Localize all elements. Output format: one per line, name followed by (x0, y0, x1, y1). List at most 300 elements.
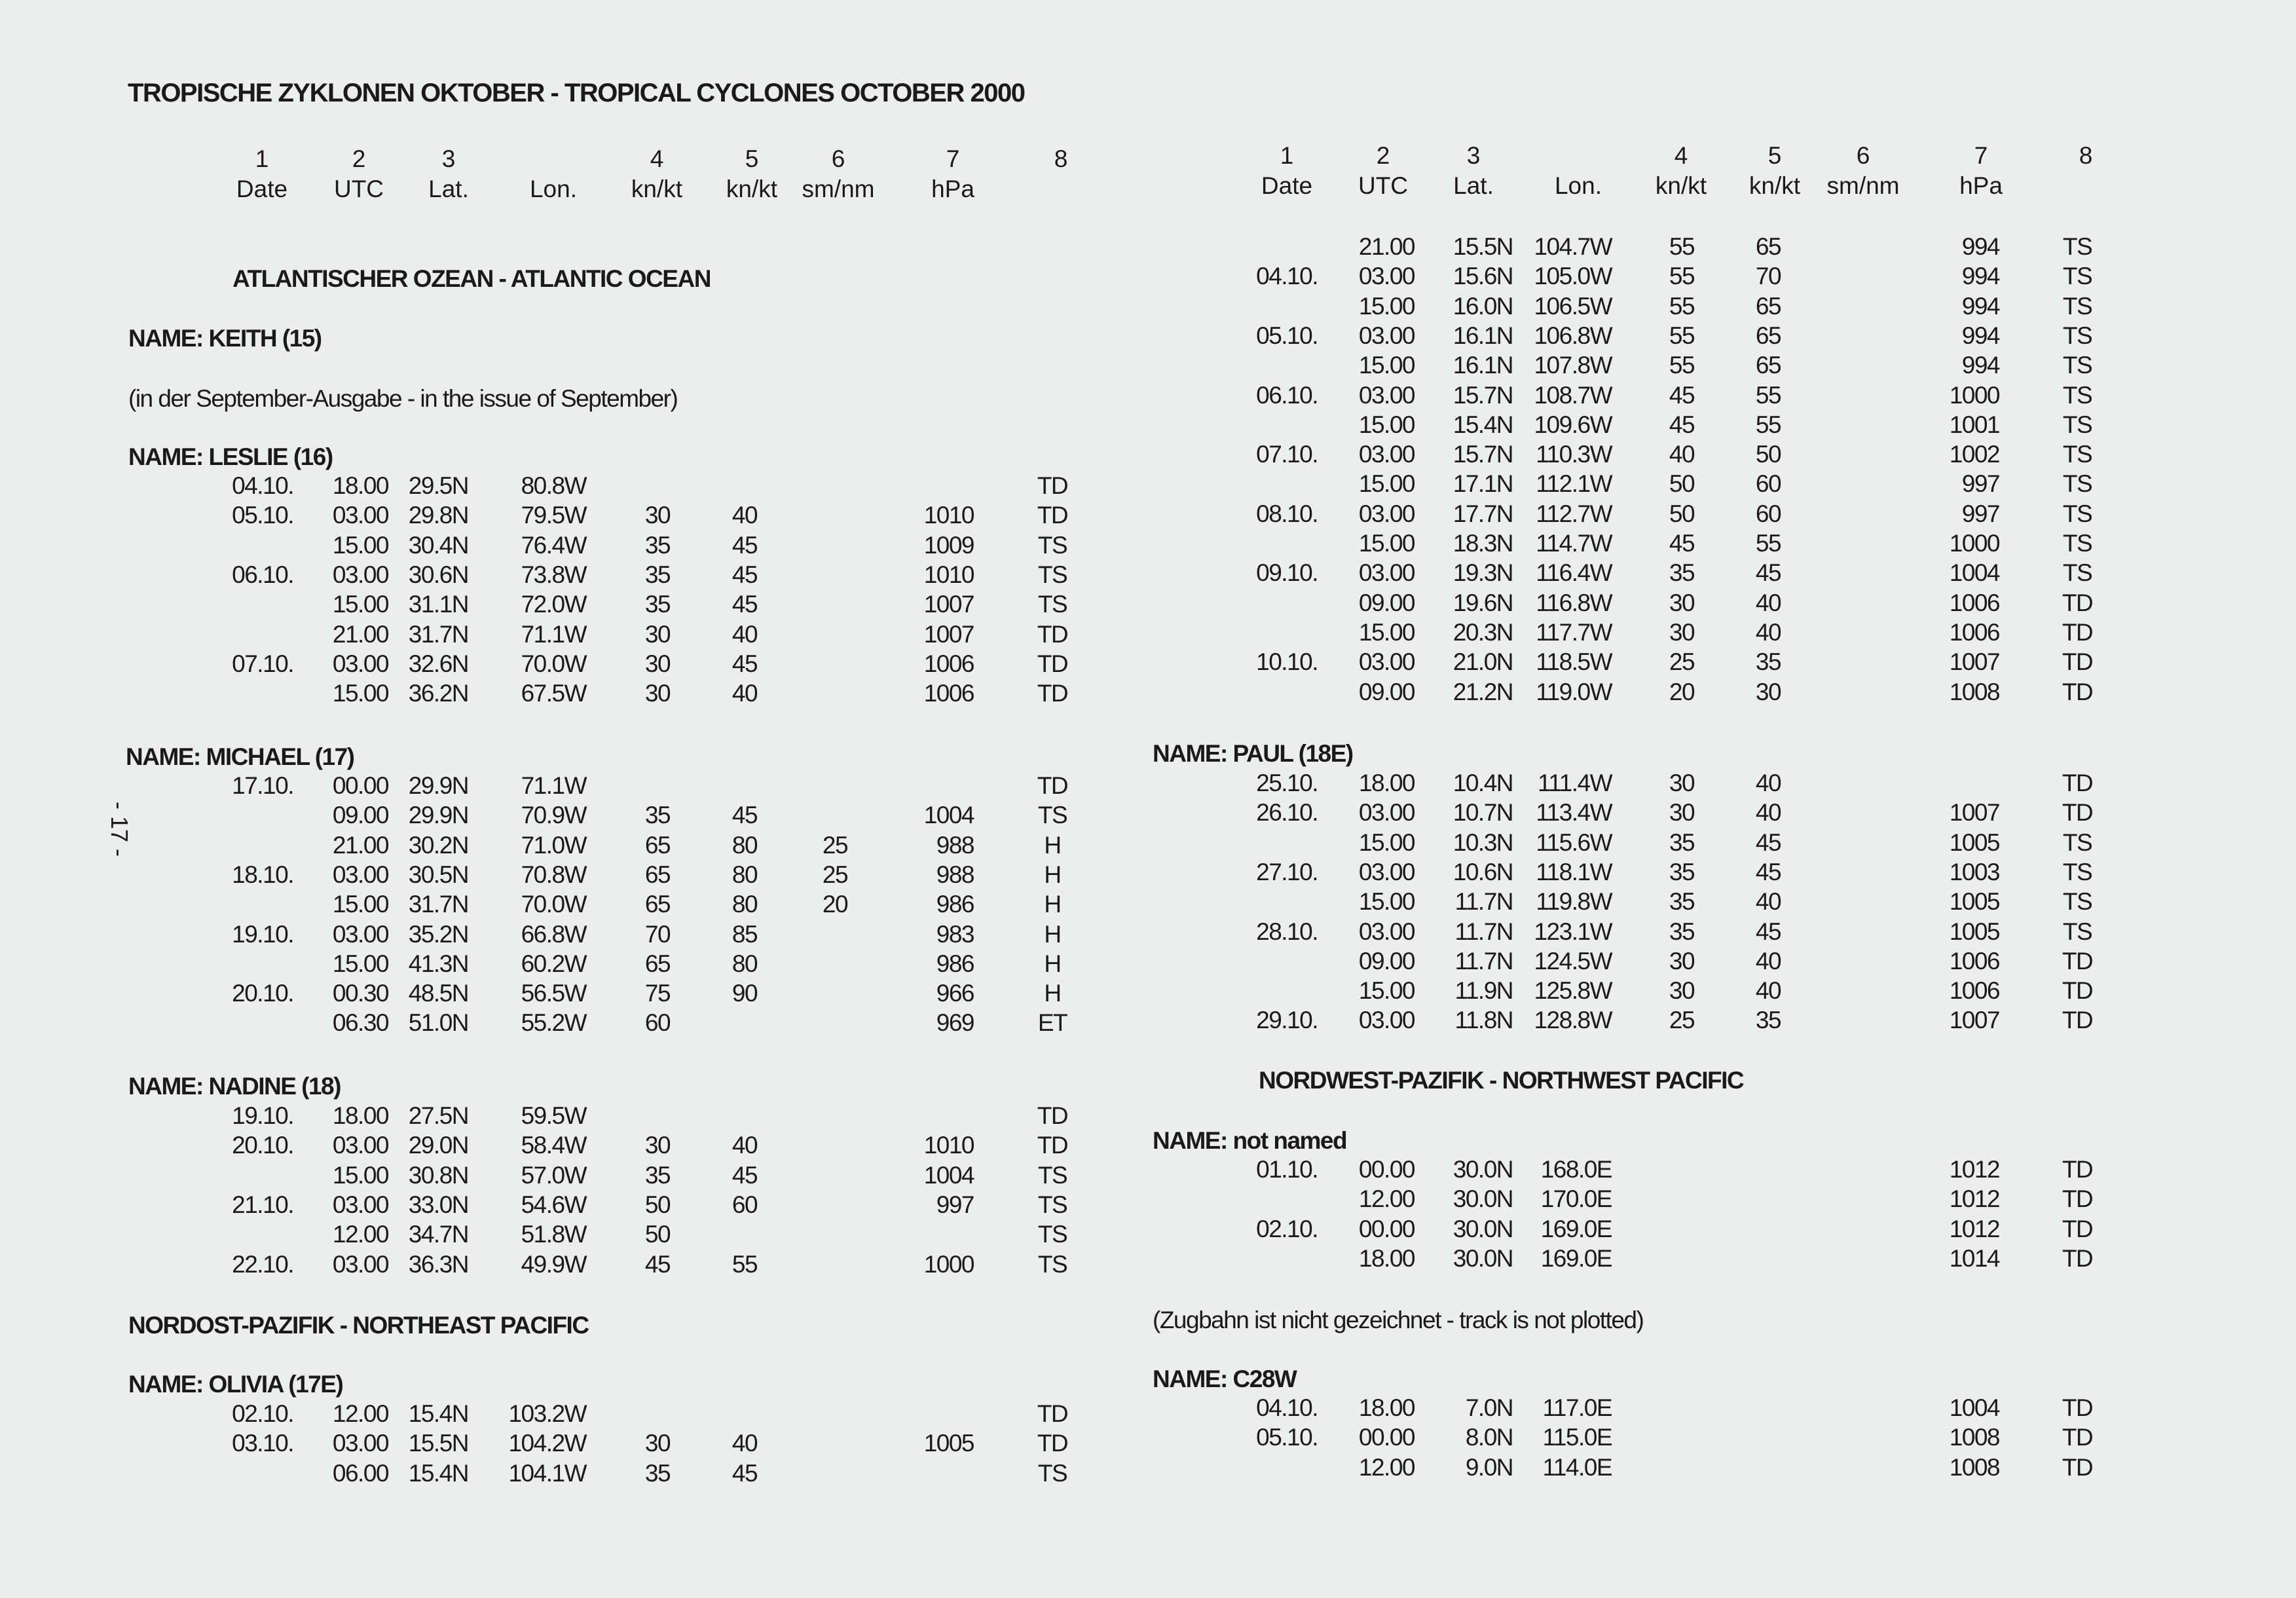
column-label: sm/nm (1826, 172, 1900, 199)
cell-hpa: 1006 (1949, 589, 1999, 616)
cell-type: TS (2062, 858, 2092, 885)
cell-hpa: 1005 (1949, 918, 1999, 945)
column-number: 1 (255, 145, 269, 172)
cell-utc: 03.00 (332, 1430, 388, 1457)
cell-hpa: 1012 (1949, 1156, 1999, 1183)
cell-kn1: 30 (1669, 589, 1695, 616)
cell-date: 20.10. (232, 980, 293, 1007)
cell-lon: 112.1W (1536, 470, 1612, 498)
cell-lon: 71.0W (521, 831, 586, 859)
cell-lon: 123.1W (1534, 918, 1612, 945)
cell-lat: 33.0N (408, 1191, 468, 1218)
cell-lon: 51.8W (521, 1221, 586, 1248)
column-header-lat (1421, 141, 1526, 201)
cell-lat: 16.0N (1453, 292, 1513, 320)
cell-kn1: 35 (644, 1161, 671, 1189)
cell-utc: 15.00 (1358, 470, 1415, 498)
cell-kn2: 45 (731, 531, 758, 559)
cell-kn2: 35 (1755, 1007, 1781, 1034)
cell-lat: 31.1N (408, 591, 468, 618)
cell-kn1: 55 (1669, 322, 1695, 349)
cell-utc: 00.30 (332, 980, 388, 1007)
cell-kn2: 30 (1755, 678, 1781, 705)
column-number (501, 144, 606, 174)
cell-type: TS (1037, 1459, 1067, 1487)
cell-lon: 103.2W (508, 1400, 586, 1427)
cell-hpa: 988 (936, 861, 974, 888)
cell-utc: 00.00 (1358, 1424, 1415, 1451)
column-label: UTC (333, 176, 384, 202)
cell-hpa: 1008 (1949, 1453, 1999, 1481)
cell-utc: 09.00 (1358, 678, 1415, 705)
cell-lon: 115.0E (1542, 1424, 1612, 1451)
cell-date: 21.10. (232, 1191, 293, 1218)
cell-lon: 60.2W (521, 950, 586, 977)
cell-lon: 104.7W (1534, 233, 1612, 260)
cell-utc: 03.00 (1358, 263, 1415, 290)
cell-hpa: 1005 (1949, 828, 1999, 856)
cell-lon: 116.8W (1536, 589, 1612, 616)
cell-kn1: 35 (644, 591, 671, 618)
cell-lon: 105.0W (1534, 263, 1612, 290)
cell-kn2: 45 (731, 591, 758, 618)
cell-type: TD (1037, 1430, 1068, 1457)
column-label: Lat. (1453, 172, 1494, 199)
cell-utc: 15.00 (1358, 292, 1415, 320)
cell-lat: 30.2N (408, 831, 468, 859)
cell-kn1: 25 (1669, 1007, 1695, 1034)
cell-hpa: 1009 (923, 531, 974, 559)
cell-utc: 15.00 (332, 1161, 388, 1189)
cell-kn1: 45 (1669, 530, 1695, 557)
cell-type: TS (2062, 500, 2092, 527)
cell-hpa: 994 (1961, 352, 1999, 379)
cell-kn2: 45 (731, 1161, 758, 1189)
cell-lon: 59.5W (521, 1102, 586, 1129)
cell-date: 18.10. (232, 861, 293, 888)
cell-lat: 11.7N (1454, 888, 1513, 916)
cell-kn1: 35 (1669, 828, 1695, 856)
cell-type: TD (2062, 618, 2093, 646)
cell-kn2: 65 (1755, 233, 1781, 260)
cell-hpa: 1012 (1949, 1185, 1999, 1213)
cell-date: 04.10. (1256, 263, 1318, 290)
cell-kn2: 55 (1755, 411, 1781, 438)
cell-utc: 00.00 (1358, 1215, 1415, 1242)
cell-kn1: 50 (644, 1221, 671, 1248)
cell-kn2: 40 (1755, 618, 1781, 646)
cell-utc: 15.00 (1358, 828, 1415, 856)
cell-utc: 03.00 (1358, 441, 1415, 468)
cell-type: TS (2062, 233, 2092, 260)
column-label (1009, 174, 1113, 204)
cell-lon: 104.1W (508, 1459, 586, 1487)
cell-kn1: 35 (1669, 559, 1695, 587)
cell-utc: 15.00 (332, 531, 388, 559)
cell-date: 28.10. (1256, 918, 1318, 945)
cell-kn1: 60 (644, 1009, 671, 1037)
cell-hpa: 1008 (1949, 678, 1999, 705)
cell-kn2: 60 (731, 1191, 758, 1218)
column-label: hPa (1959, 172, 2003, 199)
cell-hpa: 994 (1961, 292, 1999, 320)
cell-utc: 03.00 (332, 650, 388, 677)
cell-lon: 116.4W (1536, 559, 1612, 587)
cell-kn2: 40 (1755, 770, 1781, 796)
column-header-type (1009, 144, 1113, 204)
cell-lat: 29.9N (408, 772, 468, 799)
cell-utc: 12.00 (332, 1221, 388, 1248)
cell-hpa: 1008 (1949, 1424, 1999, 1451)
cell-utc: 15.00 (1358, 352, 1415, 379)
column-number: 5 (1768, 142, 1782, 169)
column-label: kn/kt (631, 176, 683, 202)
cell-lat: 34.7N (408, 1221, 468, 1248)
cell-kn1: 35 (1669, 918, 1695, 945)
cell-lon: 70.8W (521, 861, 586, 888)
cell-lon: 114.0E (1542, 1453, 1612, 1481)
cell-lon: 118.5W (1536, 648, 1612, 676)
cell-type: TS (1037, 561, 1067, 588)
cell-type: TD (2062, 678, 2093, 705)
cell-utc: 18.00 (332, 472, 388, 499)
cell-lat: 21.0N (1453, 648, 1513, 676)
cell-utc: 15.00 (332, 891, 388, 918)
column-label: kn/kt (726, 176, 778, 202)
cell-type: TS (1037, 1161, 1067, 1189)
cell-type: TS (2062, 559, 2092, 587)
cell-date: 01.10. (1256, 1156, 1318, 1183)
cell-kn1: 30 (1669, 947, 1695, 975)
cell-lat: 15.5N (1453, 233, 1513, 260)
cell-hpa: 994 (1961, 233, 1999, 260)
column-header-hpa (900, 144, 1005, 204)
cell-type: TD (2062, 1244, 2093, 1272)
cell-type: TS (1037, 1221, 1067, 1248)
column-number: 6 (1856, 142, 1870, 169)
cell-type: TS (2062, 381, 2092, 409)
column-header-utc (306, 144, 411, 204)
cell-kn2: 60 (1755, 470, 1781, 498)
cell-lat: 36.3N (408, 1250, 468, 1278)
cell-type: H (1044, 920, 1061, 948)
cell-kn2: 60 (1755, 500, 1781, 527)
cell-date: 10.10. (1256, 648, 1318, 676)
column-number: 4 (1674, 142, 1688, 169)
cell-hpa: 1006 (923, 650, 974, 677)
cell-hpa: 988 (936, 831, 974, 859)
cell-utc: 03.00 (1358, 918, 1415, 945)
cell-kn1: 25 (1669, 648, 1695, 676)
cell-kn1: 65 (644, 891, 671, 918)
cell-kn1: 35 (1669, 858, 1695, 885)
column-number: 7 (946, 145, 960, 172)
cell-kn2: 45 (731, 1459, 758, 1487)
column-number (1526, 141, 1631, 171)
cell-kn2: 65 (1755, 322, 1781, 349)
cell-kn2: 45 (1755, 828, 1781, 856)
cell-lat: 29.5N (408, 472, 468, 499)
cell-lat: 8.0N (1465, 1424, 1513, 1451)
cell-lat: 15.6N (1453, 263, 1513, 290)
cell-type: TS (2062, 888, 2092, 916)
cell-hpa: 1005 (1949, 888, 1999, 916)
cell-lat: 51.0N (408, 1009, 468, 1037)
column-header-lat (396, 144, 501, 204)
cell-type: TD (2062, 589, 2093, 616)
cell-kn1: 50 (644, 1191, 671, 1218)
cell-lon: 128.8W (1534, 1007, 1612, 1034)
section-heading-nw-pacific: NORDWEST-PAZIFIK - NORTHWEST PACIFIC (1259, 1067, 1744, 1094)
cell-date: 02.10. (232, 1400, 293, 1427)
cell-date: 20.10. (232, 1132, 293, 1159)
column-header-smnm (786, 144, 891, 204)
cell-smnm: 20 (822, 891, 848, 918)
cell-lat: 31.7N (408, 620, 468, 648)
column-label: Lon. (529, 176, 577, 202)
cell-kn1: 30 (1669, 618, 1695, 646)
cell-lon: 109.6W (1534, 411, 1612, 438)
cell-lat: 20.3N (1453, 618, 1513, 646)
cell-hpa: 997 (936, 1191, 974, 1218)
column-header-smnm (1811, 141, 1916, 201)
cell-lat: 18.3N (1453, 530, 1513, 557)
cell-hpa: 1007 (923, 620, 974, 648)
cell-date: 08.10. (1256, 500, 1318, 527)
cell-kn1: 50 (1669, 500, 1695, 527)
cell-hpa: 1010 (923, 502, 974, 529)
column-header-date (1234, 141, 1339, 201)
cell-lat: 30.0N (1453, 1244, 1513, 1272)
cell-kn1: 30 (644, 620, 671, 648)
cell-kn2: 80 (731, 950, 758, 977)
cell-kn1: 20 (1669, 678, 1695, 705)
storm-note-keith: (in der September-Ausgabe - in the issue of September) (128, 385, 678, 412)
cell-hpa: 994 (1961, 322, 1999, 349)
cell-kn2: 90 (731, 980, 758, 1007)
cell-lat: 30.5N (408, 861, 468, 888)
cell-lat: 10.4N (1453, 770, 1513, 796)
storm-note-not-named: (Zugbahn ist nicht gezeichnet - track is not plotted) (1153, 1307, 1644, 1333)
column-header-lon (1526, 141, 1631, 201)
cell-lon: 106.5W (1534, 292, 1612, 320)
cell-kn1: 35 (644, 531, 671, 559)
cell-lat: 48.5N (408, 980, 468, 1007)
cell-kn2: 40 (731, 1430, 758, 1457)
cell-date: 29.10. (1256, 1007, 1318, 1034)
cell-lon: 114.7W (1536, 530, 1612, 557)
cell-kn1: 45 (644, 1250, 671, 1278)
cell-date: 03.10. (232, 1430, 293, 1457)
column-label: sm/nm (802, 176, 875, 202)
cell-lat: 11.7N (1454, 947, 1513, 975)
cell-kn1: 50 (1669, 470, 1695, 498)
cell-lon: 110.3W (1536, 441, 1612, 468)
column-label: Lon. (1554, 172, 1602, 199)
cell-utc: 03.00 (332, 1132, 388, 1159)
cell-type: TS (1037, 802, 1067, 829)
cell-kn1: 45 (1669, 381, 1695, 409)
cell-type: TS (2062, 530, 2092, 557)
cell-utc: 15.00 (1358, 530, 1415, 557)
cell-type: TD (1037, 472, 1068, 499)
cell-utc: 12.00 (1358, 1185, 1415, 1213)
page-title: TROPISCHE ZYKLONEN OKTOBER - TROPICAL CYCLONES OCTOBER 2000 (128, 79, 1025, 107)
cell-lon: 117.7W (1536, 618, 1612, 646)
cell-kn2: 80 (731, 891, 758, 918)
cell-lon: 118.1W (1536, 858, 1612, 885)
cell-lon: 80.8W (521, 472, 586, 499)
storm-name-leslie: NAME: LESLIE (16) (128, 443, 333, 470)
cell-date: 26.10. (1256, 799, 1318, 827)
cell-utc: 15.00 (1358, 888, 1415, 916)
cell-lon: 70.9W (521, 802, 586, 829)
column-label: Date (1261, 172, 1313, 199)
cell-lat: 16.1N (1453, 352, 1513, 379)
cell-utc: 03.00 (1358, 1007, 1415, 1034)
cell-lon: 108.7W (1534, 381, 1612, 409)
cell-type: H (1044, 891, 1061, 918)
column-number: 6 (831, 145, 845, 172)
cell-lat: 15.7N (1453, 381, 1513, 409)
cell-utc: 03.00 (1358, 500, 1415, 527)
cell-lat: 10.7N (1453, 799, 1513, 827)
cell-lon: 117.0E (1542, 1394, 1612, 1421)
cell-lon: 104.2W (508, 1430, 586, 1457)
cell-date: 25.10. (1256, 770, 1318, 796)
cell-date: 05.10. (1256, 1424, 1318, 1451)
cell-lat: 10.3N (1453, 828, 1513, 856)
cell-lon: 125.8W (1534, 977, 1612, 1005)
cell-utc: 15.00 (1358, 411, 1415, 438)
cell-date: 05.10. (232, 502, 293, 529)
cell-hpa: 994 (1961, 263, 1999, 290)
cell-lon: 124.5W (1534, 947, 1612, 975)
cell-type: TD (1037, 1102, 1068, 1129)
column-header-utc (1331, 141, 1435, 201)
cell-lat: 15.7N (1453, 441, 1513, 468)
cell-lon: 107.8W (1534, 352, 1612, 379)
column-number: 7 (1974, 142, 1988, 169)
cell-hpa: 1000 (1949, 381, 1999, 409)
cell-lon: 169.0E (1540, 1244, 1612, 1272)
cell-lat: 11.8N (1454, 1007, 1513, 1034)
cell-kn2: 45 (731, 561, 758, 588)
cell-lat: 30.0N (1453, 1215, 1513, 1242)
page-number: - 17 - (106, 801, 134, 857)
section-heading-ne-pacific: NORDOST-PAZIFIK - NORTHEAST PACIFIC (128, 1312, 589, 1339)
cell-lon: 113.4W (1536, 799, 1612, 827)
cell-lon: 112.7W (1536, 500, 1612, 527)
cell-kn2: 85 (731, 920, 758, 948)
cell-lat: 10.6N (1453, 858, 1513, 885)
cell-lat: 35.2N (408, 920, 468, 948)
cell-utc: 09.00 (332, 802, 388, 829)
cell-hpa: 1010 (923, 561, 974, 588)
cell-hpa: 1000 (1949, 530, 1999, 557)
cell-utc: 21.00 (1358, 233, 1415, 260)
cell-hpa: 1010 (923, 1132, 974, 1159)
cell-lat: 30.0N (1453, 1185, 1513, 1213)
cell-type: H (1044, 980, 1061, 1007)
cell-type: TS (2062, 352, 2092, 379)
cell-lon: 168.0E (1540, 1156, 1612, 1183)
cell-kn2: 40 (1755, 977, 1781, 1005)
cell-kn1: 65 (644, 831, 671, 859)
cell-hpa: 1004 (923, 1161, 974, 1189)
cell-lat: 36.2N (408, 680, 468, 707)
cell-lon: 169.0E (1540, 1215, 1612, 1242)
column-header-date (210, 144, 314, 204)
cell-kn2: 40 (1755, 799, 1781, 827)
cell-type: TD (1037, 680, 1068, 707)
cell-kn1: 35 (644, 561, 671, 588)
cell-utc: 00.00 (1358, 1156, 1415, 1183)
cell-utc: 12.00 (332, 1400, 388, 1427)
cell-hpa: 966 (936, 980, 974, 1007)
cell-type: TS (1037, 591, 1067, 618)
cell-lat: 29.9N (408, 802, 468, 829)
cell-lat: 19.6N (1453, 589, 1513, 616)
cell-lat: 30.8N (408, 1161, 468, 1189)
cell-utc: 03.00 (1358, 322, 1415, 349)
cell-hpa: 1002 (1949, 441, 1999, 468)
cell-kn1: 30 (644, 1132, 671, 1159)
cell-lon: 115.6W (1536, 828, 1612, 856)
column-number: 1 (1280, 142, 1294, 169)
cell-date: 05.10. (1256, 322, 1318, 349)
cell-hpa: 1000 (923, 1250, 974, 1278)
cell-utc: 00.00 (332, 772, 388, 799)
cell-type: TD (1037, 620, 1068, 648)
cell-kn2: 65 (1755, 352, 1781, 379)
cell-kn2: 40 (731, 1132, 758, 1159)
cell-type: TD (2062, 1185, 2093, 1213)
cell-hpa: 1006 (1949, 977, 1999, 1005)
cell-kn2: 40 (731, 502, 758, 529)
column-label: hPa (931, 176, 974, 202)
cell-type: H (1044, 950, 1061, 977)
cell-kn1: 65 (644, 861, 671, 888)
cell-hpa: 1004 (1949, 559, 1999, 587)
cell-kn2: 55 (1755, 530, 1781, 557)
cell-kn1: 30 (644, 680, 671, 707)
cell-lat: 21.2N (1453, 678, 1513, 705)
cell-lon: 55.2W (521, 1009, 586, 1037)
cell-utc: 03.00 (1358, 381, 1415, 409)
column-label: kn/kt (1749, 172, 1801, 199)
cell-lon: 106.8W (1534, 322, 1612, 349)
cell-type: TS (2062, 292, 2092, 320)
cell-type: TD (2062, 1215, 2093, 1242)
section-heading-atlantic: ATLANTISCHER OZEAN - ATLANTIC OCEAN (232, 265, 711, 292)
cell-date: 27.10. (1256, 858, 1318, 885)
cell-date: 09.10. (1256, 559, 1318, 587)
column-header-type (2033, 141, 2138, 201)
cell-utc: 12.00 (1358, 1453, 1415, 1481)
column-header-hpa (1929, 141, 2033, 201)
cell-lat: 15.4N (1453, 411, 1513, 438)
column-number: 8 (1054, 145, 1068, 172)
cell-utc: 09.00 (1358, 947, 1415, 975)
storm-name-michael: NAME: MICHAEL (17) (126, 743, 354, 770)
cell-type: TD (2062, 1453, 2093, 1481)
cell-kn2: 45 (1755, 559, 1781, 587)
cell-hpa: 1006 (1949, 618, 1999, 646)
cell-utc: 18.00 (1358, 1394, 1415, 1421)
cell-utc: 03.00 (1358, 799, 1415, 827)
cell-hpa: 1006 (923, 680, 974, 707)
